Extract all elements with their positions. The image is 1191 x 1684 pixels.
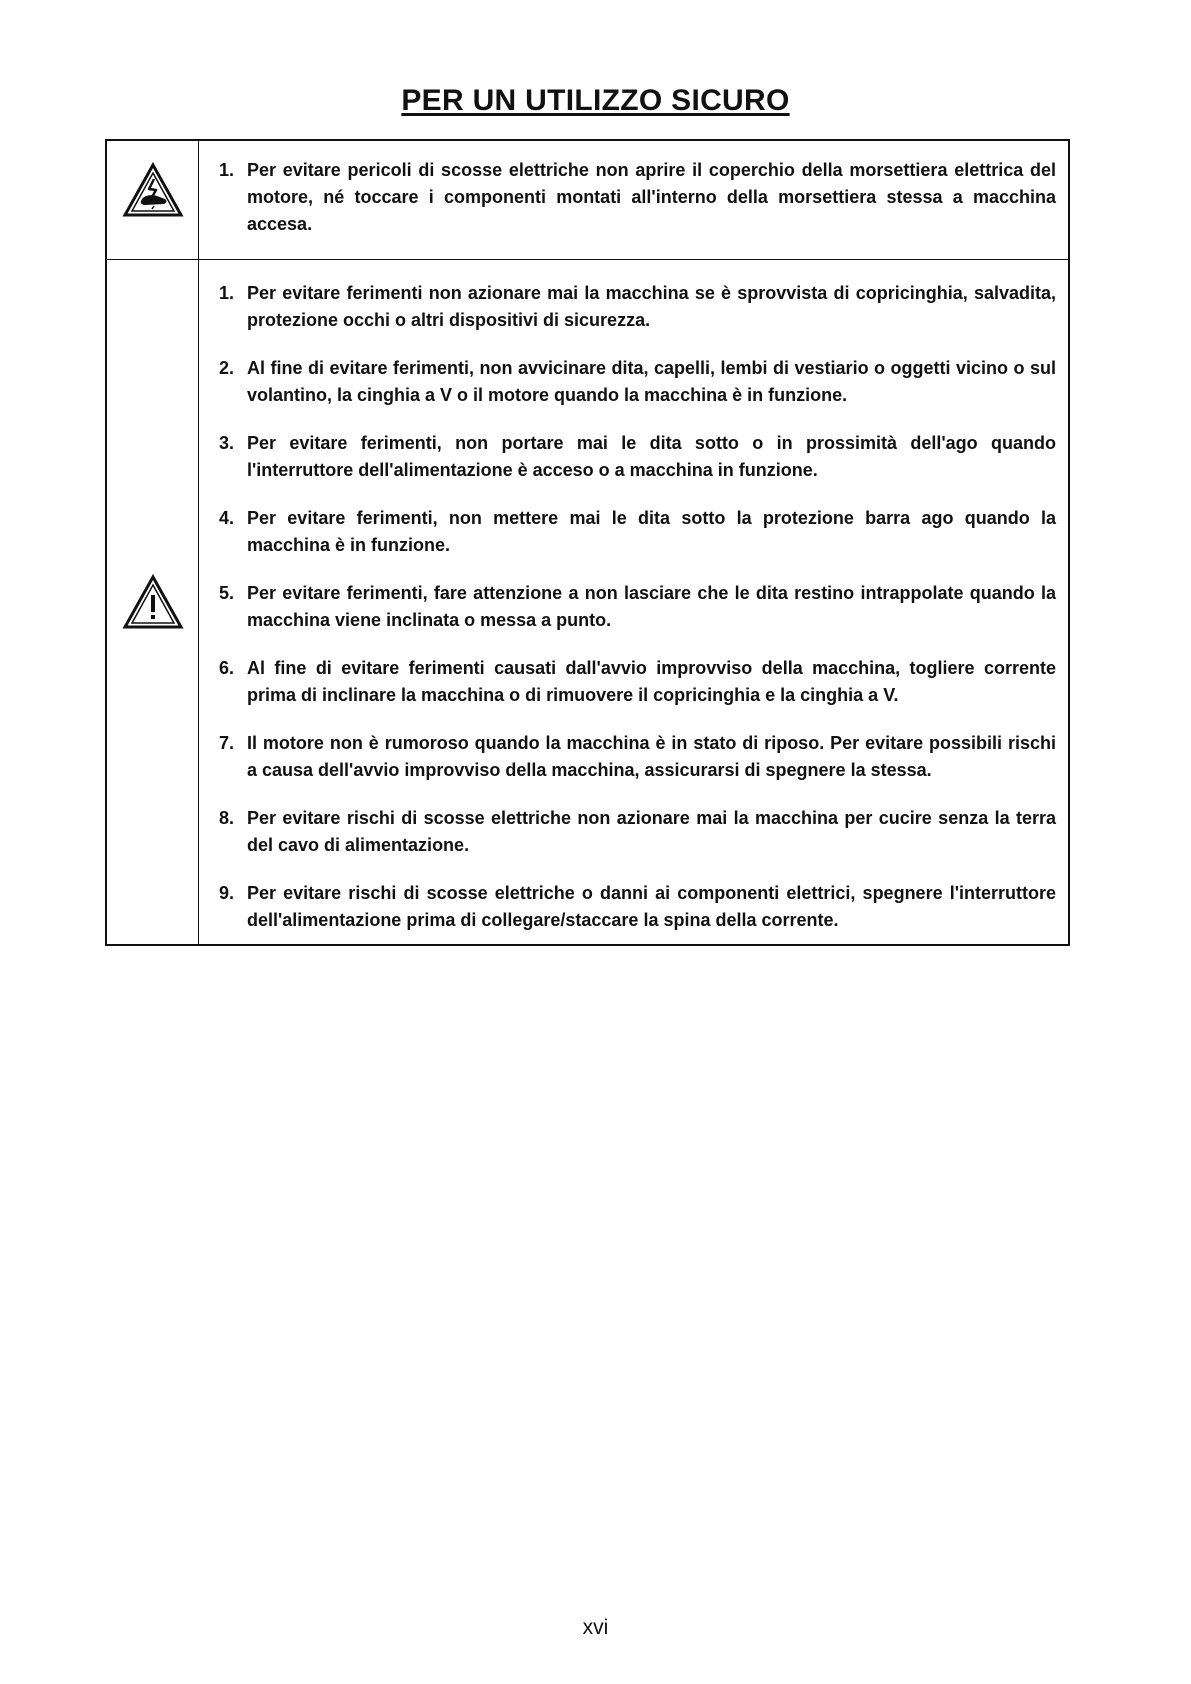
item-text: Il motore non è rumoroso quando la macchina è in stato di riposo. Per evitare possibili rischi a causa dell'avvio improvviso della macchina, assicurarsi di spegnere la stessa. (247, 733, 1056, 780)
caution-warning-icon (121, 573, 185, 631)
list-item (219, 355, 1056, 409)
item-text: Per evitare rischi di scosse elettriche o danni ai componenti elettrici, spegnere l'interruttore dell'alimentazione prima di collegare/staccare la spina della corrente. (247, 883, 1056, 930)
item-text: Al fine di evitare ferimenti causati dall'avvio improvviso della macchina, togliere corrente prima di inclinare la macchina o di rimuovere il copricinghia e la cinghia a V. (247, 658, 1056, 705)
item-number: 1. (219, 160, 235, 180)
item-number: 2. (219, 358, 235, 378)
list-item (219, 805, 1056, 859)
electric-shock-warning-icon (121, 161, 185, 219)
item-text: Per evitare ferimenti, non portare mai le dita sotto o in prossimità dell'ago quando l'interruttore dell'alimentazione è acceso o a macchina in funzione. (247, 433, 1056, 480)
text-cell (199, 260, 1068, 944)
list-item (219, 880, 1056, 934)
item-number: 4. (219, 508, 235, 528)
text-cell (199, 141, 1068, 259)
list-item (219, 730, 1056, 784)
safety-instructions-table (105, 139, 1070, 946)
item-text: Al fine di evitare ferimenti, non avvicinare dita, capelli, lembi di vestiario o oggetti vicino o sul volantino, la cinghia a V o il motore quando la macchina è in funzione. (247, 358, 1056, 405)
item-number: 1. (219, 283, 235, 303)
caution-section (107, 259, 1068, 944)
item-number: 3. (219, 433, 235, 453)
item-text: Per evitare ferimenti non azionare mai la macchina se è sprovvista di copricinghia, salvadita, protezione occhi o altri dispositivi di sicurezza. (247, 283, 1056, 330)
list-item (219, 280, 1056, 334)
item-text: Per evitare ferimenti, non mettere mai le dita sotto la protezione barra ago quando la macchina è in funzione. (247, 508, 1056, 555)
item-text: Per evitare rischi di scosse elettriche non azionare mai la macchina per cucire senza la terra del cavo di alimentazione. (247, 808, 1056, 855)
list-item (219, 580, 1056, 634)
list-item (219, 430, 1056, 484)
icon-cell (107, 141, 199, 259)
item-number: 7. (219, 733, 235, 753)
item-number: 8. (219, 808, 235, 828)
item-number: 5. (219, 583, 235, 603)
list-item (219, 157, 1056, 238)
page-number: xvi (582, 1616, 609, 1639)
item-number: 9. (219, 883, 235, 903)
page-title: PER UN UTILIZZO SICURO (401, 84, 790, 117)
list-item (219, 505, 1056, 559)
item-text: Per evitare ferimenti, fare attenzione a non lasciare che le dita restino intrappolate quando la macchina viene inclinata o messa a punto. (247, 583, 1056, 630)
icon-cell (107, 260, 199, 944)
item-number: 6. (219, 658, 235, 678)
list-item (219, 655, 1056, 709)
electric-shock-section (107, 141, 1068, 259)
item-text: Per evitare pericoli di scosse elettriche non aprire il coperchio della morsettiera elettrica del motore, né toccare i componenti montati all'interno della morsettiera stessa a macchina accesa. (247, 160, 1056, 234)
